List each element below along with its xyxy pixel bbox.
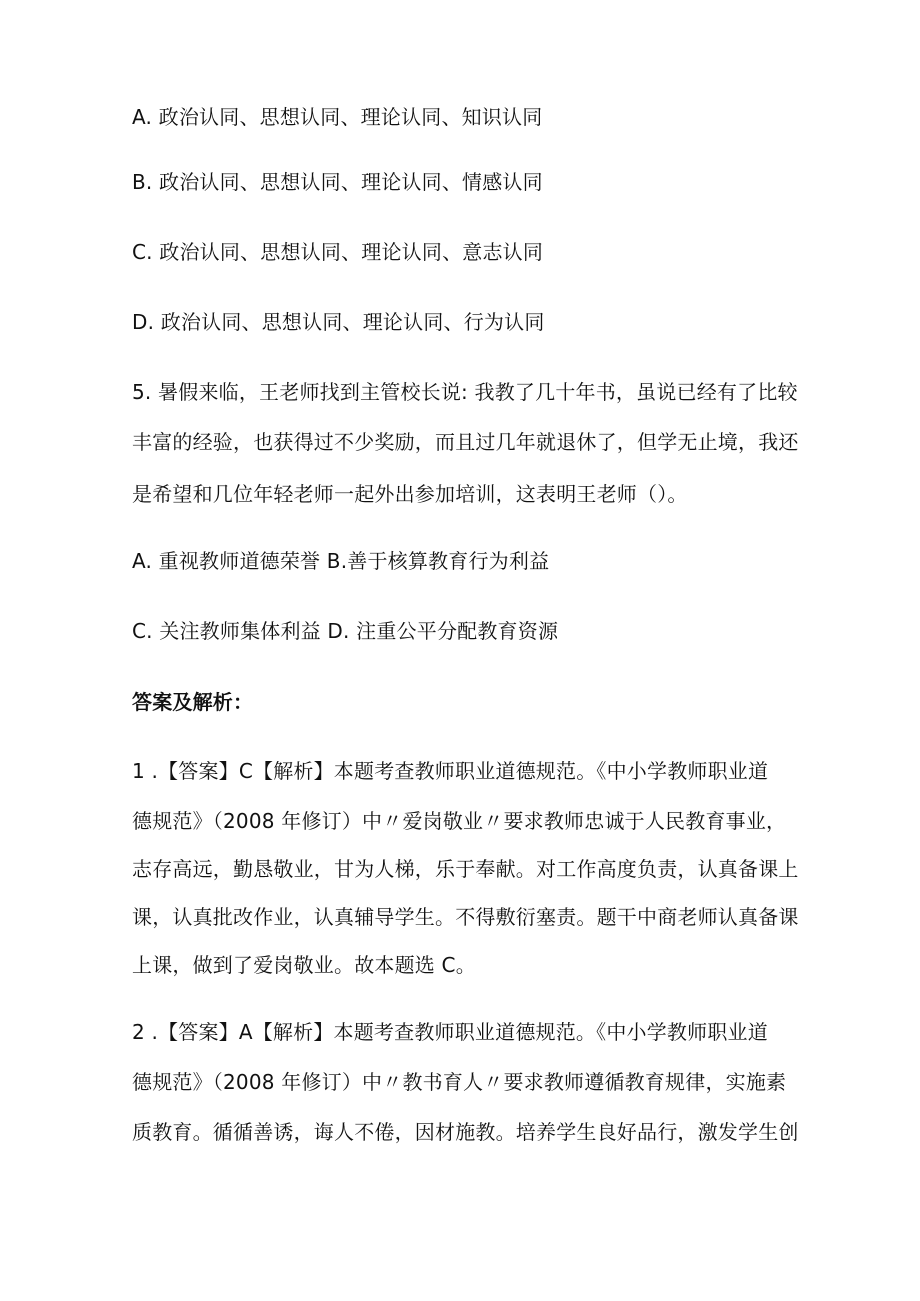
answer1-line-5: 上课，做到了爱岗敬业。故本题选 C。 bbox=[132, 953, 476, 977]
question4-option-b: B. 政治认同、思想认同、理论认同、情感认同 bbox=[132, 170, 543, 194]
question4-option-c: C. 政治认同、思想认同、理论认同、意志认同 bbox=[132, 240, 544, 264]
question4-option-a: A. 政治认同、思想认同、理论认同、知识认同 bbox=[132, 105, 543, 129]
answer1-line-2: 德规范》（2008 年修订）中〃爱岗敬业〃要求教师忠诚于人民教育事业， bbox=[132, 809, 787, 833]
answer2-line-2: 德规范》（2008 年修订）中〃教书育人〃要求教师遵循教育规律，实施素 bbox=[132, 1070, 787, 1094]
question4-option-d: D. 政治认同、思想认同、理论认同、行为认同 bbox=[132, 310, 545, 334]
question5-line-3: 是希望和几位年轻老师一起外出参加培训，这表明王老师（）。 bbox=[132, 482, 688, 506]
question5-line-2: 丰富的经验，也获得过不少奖励，而且过几年就退休了，但学无止境，我还 bbox=[132, 430, 799, 454]
answer1-line-1: 1 .【答案】C【解析】本题考查教师职业道德规范。《中小学教师职业道 bbox=[132, 759, 769, 783]
answer2-line-3: 质教育。循循善诱，诲人不倦，因材施教。培养学生良好品行，激发学生创 bbox=[132, 1120, 799, 1144]
answer1-line-3: 志存高远，勤恳敬业，甘为人梯，乐于奉献。对工作高度负责，认真备课上 bbox=[132, 857, 799, 881]
answer2-line-1: 2 .【答案】A【解析】本题考查教师职业道德规范。《中小学教师职业道 bbox=[132, 1020, 768, 1044]
answers-heading: 答案及解析： bbox=[132, 690, 254, 714]
answer1-line-4: 课，认真批改作业，认真辅导学生。不得敷衍塞责。题干中商老师认真备课 bbox=[132, 905, 799, 929]
question5-options-ab: A. 重视教师道德荣誉 B.善于核算教育行为利益 bbox=[132, 549, 550, 573]
question5-line-1: 5. 暑假来临，王老师找到主管校长说: 我教了几十年书，虽说已经有了比较 bbox=[132, 380, 798, 404]
question5-options-cd: C. 关注教师集体利益 D. 注重公平分配教育资源 bbox=[132, 619, 559, 643]
